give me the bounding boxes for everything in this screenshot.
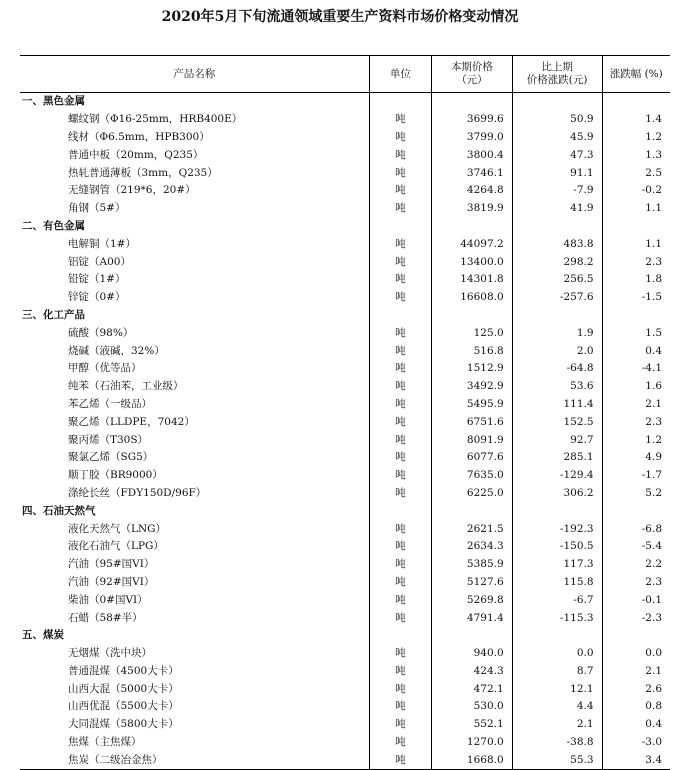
unit-cell: 吨 [369, 663, 432, 681]
table-row [20, 663, 670, 681]
product-name-cell: 烧碱（液碱，32%） [20, 342, 369, 360]
pct-cell: 1.3 [645, 148, 662, 161]
table-row [20, 129, 670, 147]
change-cell: 50.9 [512, 111, 602, 129]
product-name-cell: 热轧普通薄板（3mm，Q235） [20, 164, 369, 182]
unit-cell: 吨 [369, 449, 432, 467]
change-cell: 306.2 [512, 485, 602, 503]
change-cell: 483.8 [512, 235, 602, 253]
unit-cell: 吨 [369, 698, 432, 716]
unit-cell: 吨 [369, 716, 432, 734]
change-cell: 115.8 [512, 574, 602, 592]
table-row [20, 431, 670, 449]
price-cell: 14301.8 [432, 271, 512, 289]
unit-cell: 吨 [369, 360, 432, 378]
header-change-line2: 价格涨跌(元) [526, 74, 588, 86]
pct-cell: 1.4 [645, 113, 662, 126]
header-price [432, 56, 512, 93]
price-cell: 1270.0 [432, 734, 512, 752]
change-cell: -64.8 [512, 360, 602, 378]
product-name-cell: 铝锭（A00） [20, 253, 369, 271]
table-row [20, 591, 670, 609]
change-cell: 152.5 [512, 413, 602, 431]
category-label: 四、石油天然气 [20, 502, 369, 520]
unit-cell: 吨 [369, 182, 432, 200]
table-body [20, 93, 670, 770]
table-row [20, 413, 670, 431]
change-cell: 45.9 [512, 129, 602, 147]
product-name-cell: 焦煤（主焦煤） [20, 734, 369, 752]
product-name-cell: 甲醇（优等品） [20, 360, 369, 378]
category-label: 三、化工产品 [20, 307, 369, 325]
price-cell: 3492.9 [432, 378, 512, 396]
table-row [20, 751, 670, 769]
header-unit: 单位 [369, 56, 432, 93]
product-name-cell: 石蜡（58#半） [20, 609, 369, 627]
change-cell: 91.1 [512, 164, 602, 182]
header-pct: 涨跌幅 (%) [602, 56, 670, 93]
pct-cell: -3.0 [641, 736, 662, 749]
product-name-cell: 涤纶长丝（FDY150D/96F） [20, 485, 369, 503]
price-cell [432, 502, 512, 520]
pct-cell: 1.1 [645, 237, 662, 250]
pct-cell: 2.2 [645, 558, 662, 571]
change-cell: 92.7 [512, 431, 602, 449]
product-name-cell: 聚氯乙烯（SG5） [20, 449, 369, 467]
change-cell: 8.7 [512, 663, 602, 681]
table-row [20, 342, 670, 360]
unit-cell: 吨 [369, 289, 432, 307]
change-cell: 117.3 [512, 556, 602, 574]
price-cell: 13400.0 [432, 253, 512, 271]
pct-cell: 2.3 [645, 255, 662, 268]
product-name-cell: 苯乙烯（一级品） [20, 396, 369, 414]
table-row [20, 360, 670, 378]
unit-cell: 吨 [369, 324, 432, 342]
table-row [20, 235, 670, 253]
unit-cell: 吨 [369, 520, 432, 538]
table-row [20, 253, 670, 271]
pct-cell: 1.5 [645, 326, 662, 339]
product-name-cell: 山西大混（5000大卡） [20, 680, 369, 698]
change-cell: 285.1 [512, 449, 602, 467]
table-row [20, 485, 670, 503]
unit-cell: 吨 [369, 253, 432, 271]
pct-cell: 4.9 [645, 451, 662, 464]
pct-cell: -6.8 [641, 522, 662, 535]
table-row [20, 449, 670, 467]
header-name: 产品名称 [20, 56, 369, 93]
unit-cell: 吨 [369, 538, 432, 556]
price-cell: 8091.9 [432, 431, 512, 449]
unit-cell: 吨 [369, 146, 432, 164]
unit-cell: 吨 [369, 609, 432, 627]
unit-cell: 吨 [369, 396, 432, 414]
unit-cell: 吨 [369, 591, 432, 609]
pct-cell: 2.3 [645, 415, 662, 428]
price-cell: 16608.0 [432, 289, 512, 307]
unit-cell [369, 218, 432, 236]
category-row [20, 627, 670, 645]
pct-cell [602, 307, 670, 325]
product-name-cell: 液化天然气（LNG） [20, 520, 369, 538]
product-name-cell: 无缝钢管（219*6，20#） [20, 182, 369, 200]
unit-cell: 吨 [369, 485, 432, 503]
table-row [20, 467, 670, 485]
price-cell: 424.3 [432, 663, 512, 681]
pct-cell: 0.8 [645, 700, 662, 713]
price-table [20, 55, 670, 770]
price-cell: 2621.5 [432, 520, 512, 538]
product-name-cell: 锌锭（0#） [20, 289, 369, 307]
price-cell: 552.1 [432, 716, 512, 734]
pct-cell: 2.3 [645, 575, 662, 588]
change-cell: 53.6 [512, 378, 602, 396]
pct-cell [602, 627, 670, 645]
unit-cell: 吨 [369, 129, 432, 147]
product-name-cell: 柴油（0#国VI） [20, 591, 369, 609]
product-name-cell: 螺纹钢（Φ16-25mm，HRB400E） [20, 111, 369, 129]
change-cell: 12.1 [512, 680, 602, 698]
pct-cell [602, 93, 670, 111]
table-row [20, 378, 670, 396]
category-row [20, 218, 670, 236]
table-row [20, 324, 670, 342]
price-cell [432, 307, 512, 325]
product-name-cell: 纯苯（石油苯，工业级） [20, 378, 369, 396]
table-row [20, 396, 670, 414]
product-name-cell: 汽油（92#国VI） [20, 574, 369, 592]
unit-cell [369, 93, 432, 111]
unit-cell: 吨 [369, 413, 432, 431]
change-cell: 55.3 [512, 751, 602, 769]
pct-cell: -0.1 [641, 593, 662, 606]
price-cell: 7635.0 [432, 467, 512, 485]
pct-cell: -0.2 [641, 184, 662, 197]
pct-cell: 1.2 [645, 433, 662, 446]
product-name-cell: 聚乙烯（LLDPE，7042） [20, 413, 369, 431]
table-row [20, 111, 670, 129]
price-cell: 5269.8 [432, 591, 512, 609]
unit-cell: 吨 [369, 111, 432, 129]
unit-cell: 吨 [369, 645, 432, 663]
change-cell: -7.9 [512, 182, 602, 200]
product-name-cell: 角钢（5#） [20, 200, 369, 218]
product-name-cell: 大同混煤（5800大卡） [20, 716, 369, 734]
header-price-line1: 本期价格 [450, 61, 493, 73]
unit-cell: 吨 [369, 680, 432, 698]
product-name-cell: 硫酸（98%） [20, 324, 369, 342]
change-cell: -150.5 [512, 538, 602, 556]
price-cell: 6751.6 [432, 413, 512, 431]
price-cell: 44097.2 [432, 235, 512, 253]
change-cell [512, 93, 602, 111]
unit-cell: 吨 [369, 751, 432, 769]
pct-cell: 1.8 [645, 273, 662, 286]
header-change-line1: 比上期 [541, 61, 573, 73]
price-cell: 5127.6 [432, 574, 512, 592]
table-row [20, 609, 670, 627]
price-cell: 4264.8 [432, 182, 512, 200]
price-cell: 3799.0 [432, 129, 512, 147]
change-cell: 41.9 [512, 200, 602, 218]
change-cell: 298.2 [512, 253, 602, 271]
table-row [20, 182, 670, 200]
table-row [20, 680, 670, 698]
price-cell: 5495.9 [432, 396, 512, 414]
table-row [20, 645, 670, 663]
price-cell: 472.1 [432, 680, 512, 698]
category-row [20, 502, 670, 520]
product-name-cell: 铅锭（1#） [20, 271, 369, 289]
unit-cell: 吨 [369, 734, 432, 752]
category-row [20, 307, 670, 325]
unit-cell: 吨 [369, 164, 432, 182]
unit-cell: 吨 [369, 342, 432, 360]
table-row [20, 289, 670, 307]
product-name-cell: 液化石油气（LPG） [20, 538, 369, 556]
product-name-cell: 山西优混（5500大卡） [20, 698, 369, 716]
change-cell: 2.0 [512, 342, 602, 360]
price-cell: 2634.3 [432, 538, 512, 556]
unit-cell [369, 502, 432, 520]
price-cell: 3819.9 [432, 200, 512, 218]
header-price-line2: （元） [456, 74, 488, 86]
price-cell: 5385.9 [432, 556, 512, 574]
change-cell: -257.6 [512, 289, 602, 307]
change-cell: -6.7 [512, 591, 602, 609]
unit-cell: 吨 [369, 200, 432, 218]
price-cell: 3800.4 [432, 146, 512, 164]
product-name-cell: 普通中板（20mm，Q235） [20, 146, 369, 164]
price-cell [432, 218, 512, 236]
change-cell: 0.0 [512, 645, 602, 663]
category-label: 二、有色金属 [20, 218, 369, 236]
change-cell [512, 218, 602, 236]
change-cell: -192.3 [512, 520, 602, 538]
pct-cell: -2.3 [641, 611, 662, 624]
price-cell [432, 93, 512, 111]
table-row [20, 271, 670, 289]
category-label: 五、煤炭 [20, 627, 369, 645]
table-row [20, 164, 670, 182]
change-cell: -129.4 [512, 467, 602, 485]
table-row [20, 538, 670, 556]
change-cell [512, 502, 602, 520]
price-cell [432, 627, 512, 645]
pct-cell: 2.1 [645, 397, 662, 410]
change-cell: 256.5 [512, 271, 602, 289]
table-row [20, 716, 670, 734]
pct-cell: 0.0 [645, 647, 662, 660]
change-cell: -38.8 [512, 734, 602, 752]
price-cell: 530.0 [432, 698, 512, 716]
product-name-cell: 电解铜（1#） [20, 235, 369, 253]
product-name-cell: 线材（Φ6.5mm，HPB300） [20, 129, 369, 147]
unit-cell [369, 307, 432, 325]
pct-cell: 1.6 [645, 380, 662, 393]
table-row [20, 520, 670, 538]
table-row [20, 556, 670, 574]
unit-cell: 吨 [369, 431, 432, 449]
change-cell: 1.9 [512, 324, 602, 342]
pct-cell: 3.4 [602, 751, 670, 769]
change-cell: 47.3 [512, 146, 602, 164]
pct-cell: 0.4 [645, 344, 662, 357]
table-row [20, 200, 670, 218]
pct-cell: -1.5 [641, 291, 662, 304]
pct-cell: 0.4 [645, 718, 662, 731]
header-row [20, 56, 670, 93]
unit-cell: 吨 [369, 574, 432, 592]
product-name-cell: 汽油（95#国VI） [20, 556, 369, 574]
pct-cell: -4.1 [641, 362, 662, 375]
price-cell: 1512.9 [432, 360, 512, 378]
pct-cell: -1.7 [641, 469, 662, 482]
price-cell: 125.0 [432, 324, 512, 342]
category-label: 一、黑色金属 [20, 93, 369, 111]
product-name-cell: 无烟煤（洗中块） [20, 645, 369, 663]
price-cell: 1668.0 [432, 751, 512, 769]
change-cell: 4.4 [512, 698, 602, 716]
unit-cell: 吨 [369, 467, 432, 485]
header-change [512, 56, 602, 93]
price-cell: 6225.0 [432, 485, 512, 503]
pct-cell: 5.2 [645, 486, 662, 499]
unit-cell: 吨 [369, 378, 432, 396]
price-cell: 3699.6 [432, 111, 512, 129]
pct-cell: 2.5 [645, 166, 662, 179]
category-row [20, 93, 670, 111]
change-cell [512, 307, 602, 325]
product-name-cell: 普通混煤（4500大卡） [20, 663, 369, 681]
price-cell: 940.0 [432, 645, 512, 663]
pct-cell: 1.2 [645, 130, 662, 143]
change-cell: 111.4 [512, 396, 602, 414]
change-cell: -115.3 [512, 609, 602, 627]
price-cell: 6077.6 [432, 449, 512, 467]
price-cell: 516.8 [432, 342, 512, 360]
table-row [20, 698, 670, 716]
table-row [20, 574, 670, 592]
pct-cell [602, 218, 670, 236]
product-name-cell: 焦炭（二级冶金焦） [20, 751, 369, 769]
pct-cell: 2.6 [645, 682, 662, 695]
product-name-cell: 顺丁胶（BR9000） [20, 467, 369, 485]
page-title: 2020年5月下旬流通领域重要生产资料市场价格变动情况 [161, 9, 519, 25]
price-cell: 3746.1 [432, 164, 512, 182]
unit-cell [369, 627, 432, 645]
pct-cell: -5.4 [641, 540, 662, 553]
table-row [20, 146, 670, 164]
change-cell [512, 627, 602, 645]
price-cell: 4791.4 [432, 609, 512, 627]
unit-cell: 吨 [369, 235, 432, 253]
unit-cell: 吨 [369, 556, 432, 574]
pct-cell [602, 502, 670, 520]
table-row [20, 734, 670, 752]
pct-cell: 1.1 [645, 202, 662, 215]
change-cell: 2.1 [512, 716, 602, 734]
pct-cell: 2.1 [645, 664, 662, 677]
unit-cell: 吨 [369, 271, 432, 289]
product-name-cell: 聚丙烯（T30S） [20, 431, 369, 449]
